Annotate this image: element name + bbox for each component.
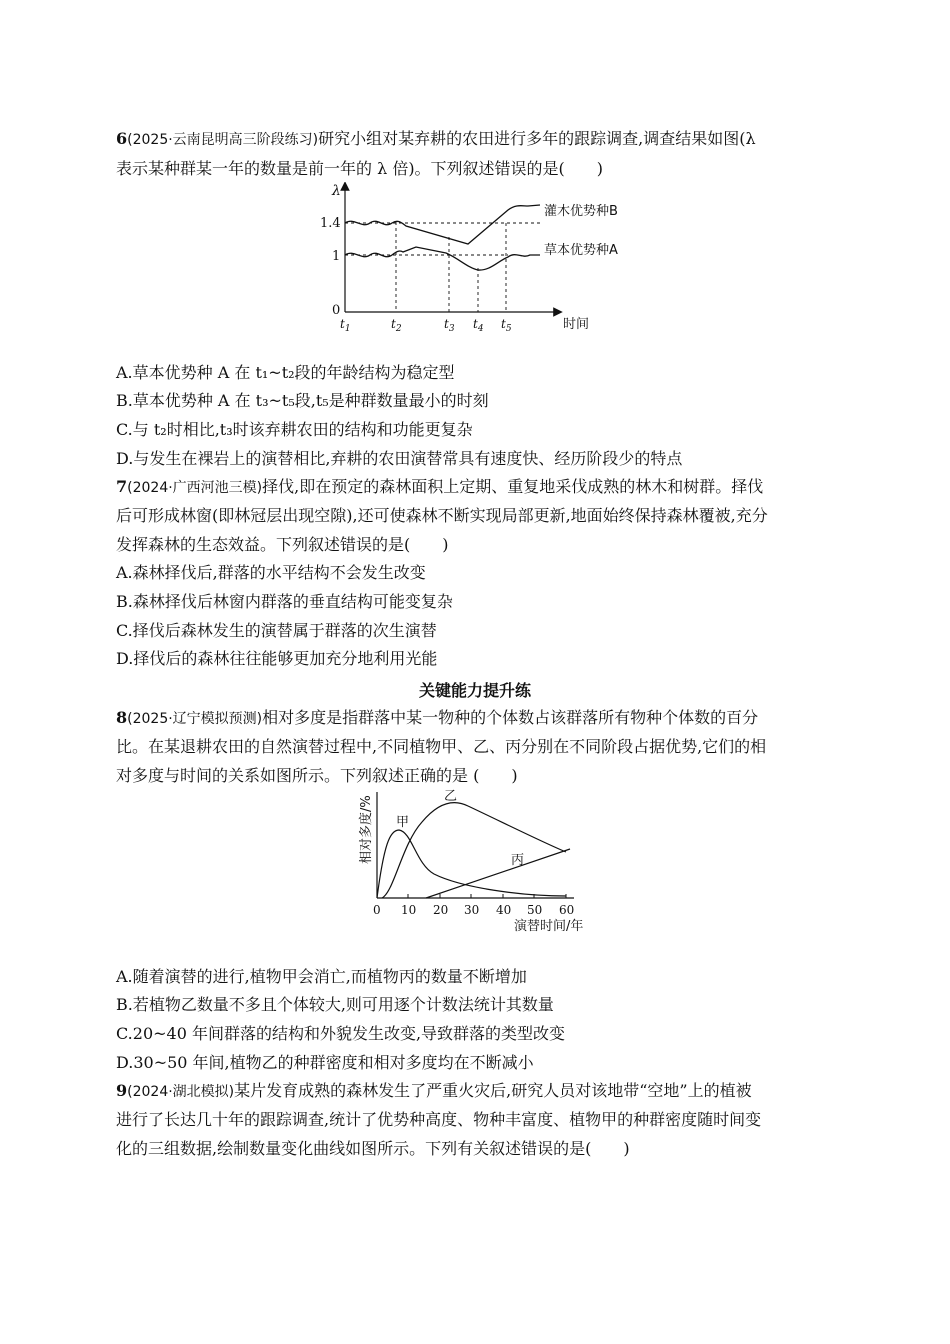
x-tick-t2: $t_2$	[391, 317, 402, 334]
y-tick-1: 1	[332, 249, 341, 264]
q6-option-d: D.与发生在裸岩上的演替相比,弃耕的农田演替常具有速度快、经历阶段少的特点	[116, 449, 683, 468]
x-tick-0: 0	[373, 903, 381, 917]
x-tick-10: 10	[401, 903, 417, 917]
series-yi-label: 乙	[444, 789, 458, 804]
series-bing-label: 丙	[511, 853, 525, 868]
q8-option-a: A.随着演替的进行,植物甲会消亡,而植物丙的数量不断增加	[116, 967, 527, 986]
q8-number: 8	[116, 708, 128, 727]
lambda-chart-svg	[318, 182, 648, 334]
series-b-label: 灌木优势种B	[544, 204, 618, 219]
q8-option-b: B.若植物乙数量不多且个体较大,则可用逐个计数法统计其数量	[116, 995, 554, 1014]
series-jia-curve	[377, 830, 566, 898]
q7-option-d: D.择伐后的森林往往能够更加充分地利用光能	[116, 649, 438, 668]
section-title: 关键能力提升练	[418, 681, 531, 700]
q9-line3: 化的三组数据,绘制数量变化曲线如图所示。下列有关叙述错误的是( )	[116, 1139, 630, 1158]
q9-source: (2024·湖北模拟)	[127, 1084, 235, 1100]
x-tick-t4: $t_4$	[473, 317, 484, 334]
q6-line1	[116, 128, 756, 151]
q7-line2: 后可形成林窗(即林冠层出现空隙),还可使森林不断实现局部更新,地面始终保持森林覆被,充分	[116, 506, 768, 525]
q8-source: (2025·辽宁模拟预测)	[127, 711, 263, 727]
abundance-chart	[352, 784, 602, 936]
series-a-curve	[345, 247, 540, 270]
q8-line1	[116, 707, 758, 730]
abundance-chart-svg	[352, 784, 602, 936]
q7-line1	[116, 476, 763, 499]
q7-number: 7	[116, 477, 128, 496]
q6-option-a: A.草本优势种 A 在 t₁~t₂段的年龄结构为稳定型	[116, 363, 455, 382]
x-tick-t3: $t_3$	[444, 317, 455, 334]
q7-stem-1: 择伐,即在预定的森林面积上定期、重复地采伐成熟的林木和树群。择伐	[262, 477, 764, 496]
q7-option-b: B.森林择伐后林窗内群落的垂直结构可能变复杂	[116, 592, 453, 611]
x-tick-t1: $t_1$	[340, 317, 351, 334]
x-tick-t5: $t_5$	[501, 317, 512, 334]
q7-source: (2024·广西河池三模)	[127, 480, 263, 496]
q9-number: 9	[116, 1081, 128, 1100]
x-tick-20: 20	[433, 903, 449, 917]
q7-line3: 发挥森林的生态效益。下列叙述错误的是( )	[116, 535, 449, 554]
y-tick-0: 0	[332, 303, 341, 318]
q6-line2: 表示某种群某一年的数量是前一年的 λ 倍)。下列叙述错误的是( )	[116, 159, 604, 178]
q6-source: (2025·云南昆明高三阶段练习)	[127, 132, 319, 148]
q9-stem-1: 某片发育成熟的森林发生了严重火灾后,研究人员对该地带“空地”上的植被	[234, 1081, 752, 1100]
q7-option-c: C.择伐后森林发生的演替属于群落的次生演替	[116, 621, 437, 640]
y-axis-label: 相对多度/%	[359, 795, 374, 864]
q7-option-a: A.森林择伐后,群落的水平结构不会发生改变	[116, 563, 426, 582]
q8-stem-1: 相对多度是指群落中某一物种的个体数占该群落所有物种个体数的百分	[262, 708, 759, 727]
x-axis-label: 时间	[563, 317, 590, 332]
series-yi-curve	[382, 803, 566, 898]
x-tick-50: 50	[527, 903, 543, 917]
q6-stem-1: 研究小组对某弃耕的农田进行多年的跟踪调查,调查结果如图(λ	[318, 129, 756, 148]
y-axis-label: λ	[332, 183, 341, 199]
series-b-curve	[345, 205, 540, 244]
q9-line2: 进行了长达几十年的跟踪调查,统计了优势种高度、物种丰富度、植物甲的种群密度随时间变	[116, 1110, 762, 1129]
x-axis-label: 演替时间/年	[514, 919, 584, 934]
q8-option-d: D.30~50 年间,植物乙的种群密度和相对多度均在不断减小	[116, 1053, 534, 1072]
q6-number: 6	[116, 129, 128, 148]
x-tick-30: 30	[464, 903, 480, 917]
q6-option-b: B.草本优势种 A 在 t₃~t₅段,t₅是种群数量最小的时刻	[116, 391, 489, 410]
q8-option-c: C.20~40 年间群落的结构和外貌发生改变,导致群落的类型改变	[116, 1024, 566, 1043]
x-tick-60: 60	[559, 903, 575, 917]
q8-line2: 比。在某退耕农田的自然演替过程中,不同植物甲、乙、丙分别在不同阶段占据优势,它们的相	[116, 737, 767, 756]
series-a-label: 草本优势种A	[544, 243, 618, 258]
q8-line3: 对多度与时间的关系如图所示。下列叙述正确的是 ( )	[116, 766, 518, 785]
q9-line1	[116, 1080, 752, 1103]
series-jia-label: 甲	[396, 815, 410, 830]
x-tick-40: 40	[496, 903, 512, 917]
q6-option-c: C.与 t₂时相比,t₃时该弃耕农田的结构和功能更复杂	[116, 420, 473, 439]
lambda-chart	[318, 182, 648, 334]
y-tick-1.4: 1.4	[320, 216, 341, 231]
